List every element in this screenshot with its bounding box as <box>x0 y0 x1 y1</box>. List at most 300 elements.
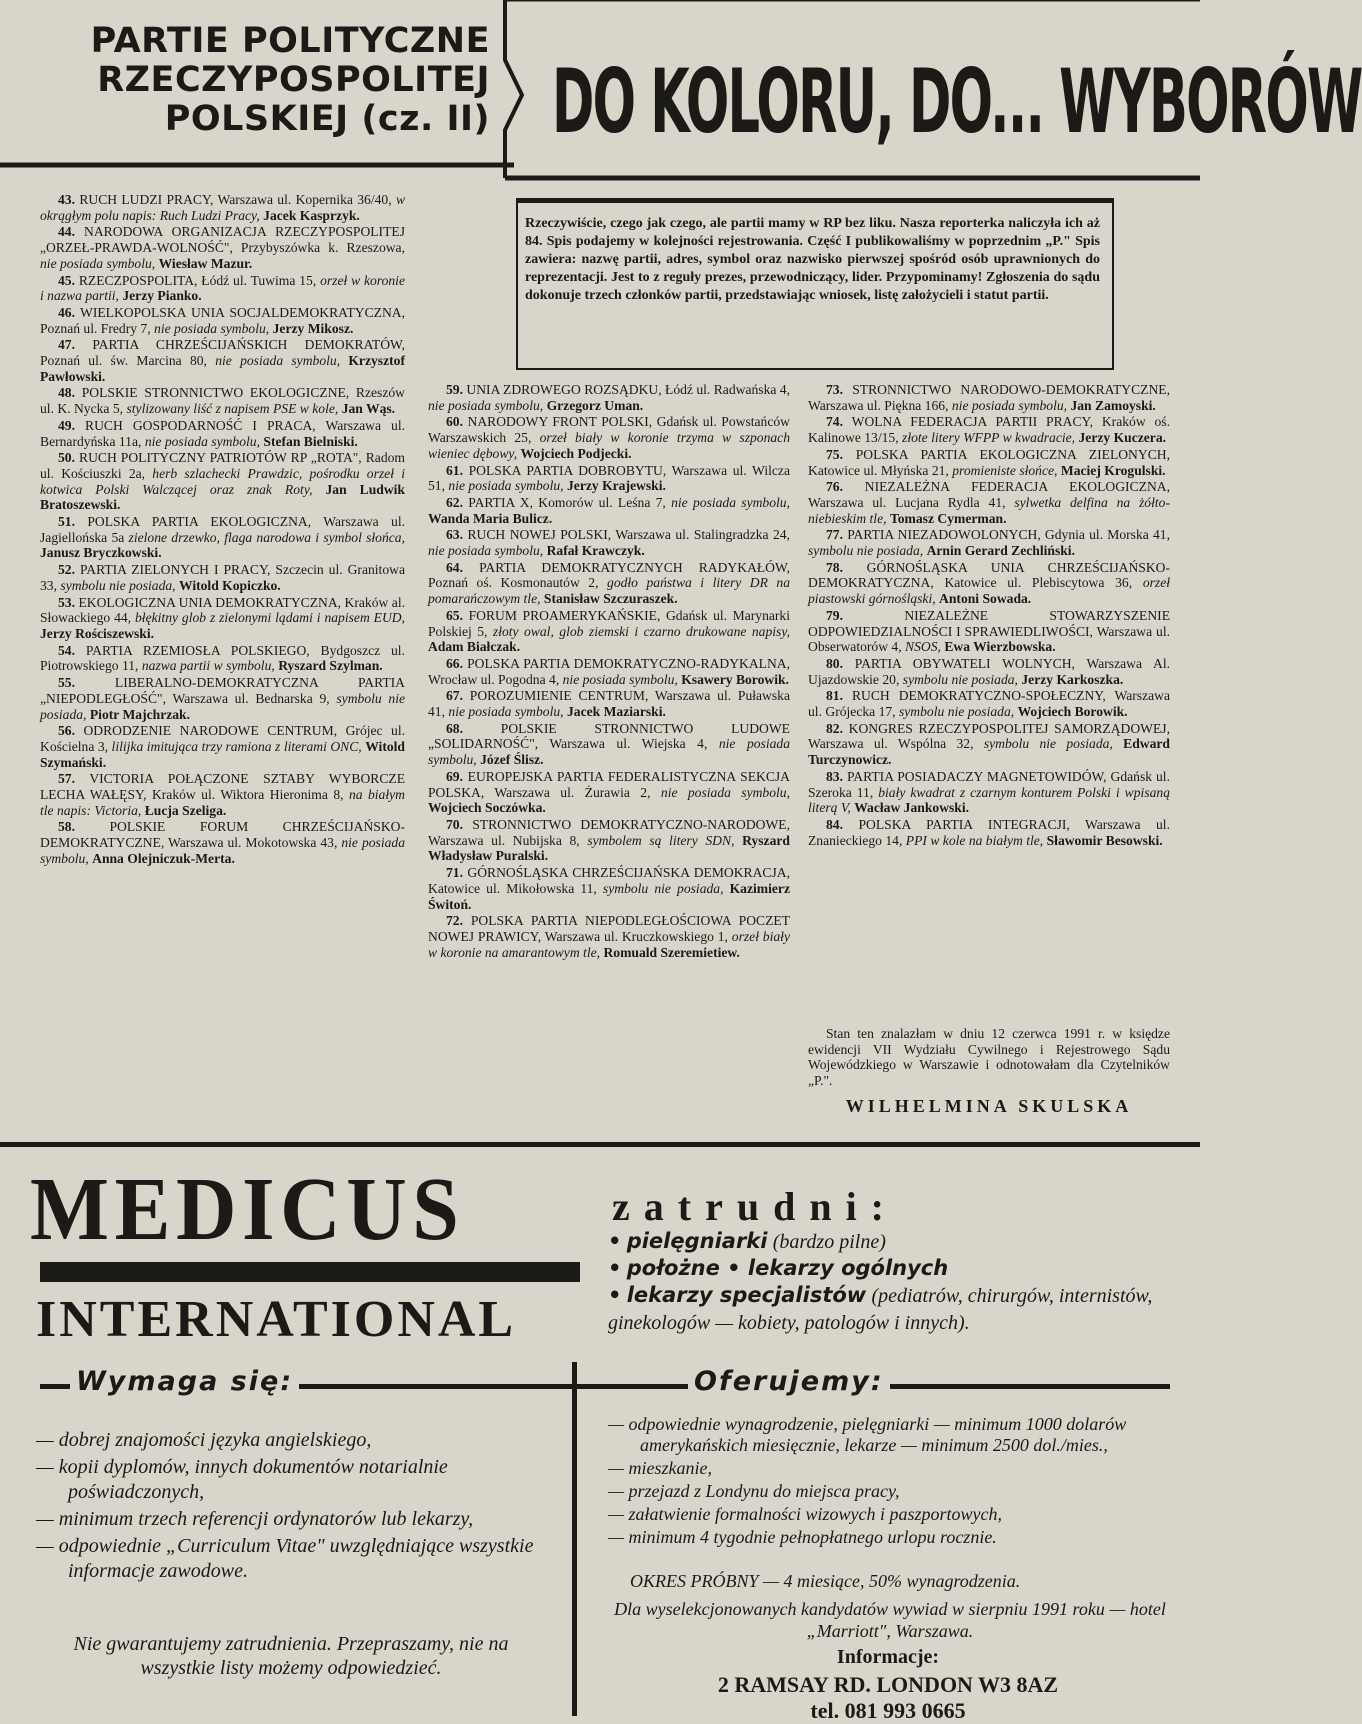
entry-number: 62. <box>446 494 463 510</box>
entry-number: 59. <box>446 382 463 397</box>
party-symbol: nie posiada symbolu, <box>671 494 790 510</box>
party-representative: Jacek Kasprzyk. <box>263 207 360 223</box>
party-symbol: godło państwa i litery DR na pomarańczowym tle, <box>428 575 790 607</box>
contact-address: 2 RAMSAY RD. LONDON W3 8AZ <box>717 1672 1059 1697</box>
party-representative: Witold Kopiczko. <box>178 577 281 593</box>
list-item: — przejazd z Londynu do miejsca pracy, <box>608 1481 900 1501</box>
offers-title: Oferujemy: <box>688 1366 890 1397</box>
party-list-column-2 <box>428 382 790 961</box>
entry-number: 55. <box>58 675 75 691</box>
job-item: • lekarzy specjalistów (pediatrów, chirurgów, internistów, ginekologów — kobiety, patologów i innych). <box>608 1283 1153 1334</box>
party-representative: Edward Turczynowicz. <box>808 736 1170 768</box>
party-symbol: symbolu nie posiada, <box>602 880 724 896</box>
party-address: Warszawa ul. Jagiellońska 5a <box>40 514 405 545</box>
party-entry <box>40 337 405 384</box>
entry-number: 75. <box>826 446 843 462</box>
title-line: RZECZYPOSPOLITEJ <box>97 60 490 100</box>
party-address: Warszawa Al. Ujazdowskie 20, <box>808 655 1170 687</box>
entry-number: 73. <box>826 382 843 397</box>
job-list <box>608 1228 1168 1336</box>
party-representative: Jerzy Kuczera. <box>1078 430 1167 446</box>
party-symbol: nie posiada symbolu, <box>40 835 405 866</box>
party-address: Radom ul. Kościuszki 2a, <box>40 450 405 481</box>
party-entry <box>428 865 790 912</box>
brand-bar <box>40 1262 580 1282</box>
party-name: WOLNA FEDERACJA PARTII PRACY, <box>851 414 1093 430</box>
party-symbol: sylwetka delfina na żółto-niebieskim tle, <box>808 494 1170 526</box>
party-representative: Stanisław Szczuraszek. <box>543 591 678 607</box>
party-address: Warszawa ul. Bernardyńska 11a, <box>40 417 405 449</box>
entry-number: 74. <box>826 414 843 430</box>
entry-number: 72. <box>446 913 463 929</box>
party-symbol: symbolem są litery SDN, <box>587 832 735 848</box>
list-item-text: mieszkanie, <box>628 1458 712 1478</box>
party-symbol: symbolu nie posiada, <box>40 690 405 722</box>
party-name: WIELKOPOLSKA UNIA SOCJALDEMOKRATYCZNA, <box>80 304 406 320</box>
party-representative: Wanda Maria Bulicz. <box>428 510 553 526</box>
party-address: Gdańsk ul. Szeroka 11, <box>808 768 1170 800</box>
party-address: Warszawa ul. Bednarska 9, <box>172 690 330 706</box>
list-item-text: odpowiednie „Curriculum Vitae" uwzględniające wszystkie informacje zawodowe. <box>58 1535 534 1582</box>
party-entry <box>808 608 1170 655</box>
party-entry <box>808 769 1170 816</box>
interview-info: Dla wyselekcjonowanych kandydatów wywiad w sierpniu 1991 roku — hotel „Marriott", Warszawa. <box>614 1599 1166 1641</box>
ad-brand-medicus: MEDICUS <box>30 1160 465 1259</box>
entry-number: 57. <box>58 771 75 787</box>
entry-number: 50. <box>58 450 75 466</box>
party-entry <box>428 414 790 461</box>
party-symbol: nie posiada symbolu, <box>154 320 270 336</box>
party-entry <box>40 273 405 304</box>
party-name: PARTIA DEMOKRATYCZNYCH RADYKAŁÓW, <box>479 559 790 575</box>
headline: DO KOLORU, DO... WYBORÓW <box>552 50 1362 153</box>
party-symbol: symbolu nie posiada, <box>60 577 176 593</box>
offers-list <box>608 1414 1168 1550</box>
list-item-text: minimum 4 tygodnie pełnopłatnego urlopu rocznie. <box>628 1527 997 1547</box>
party-symbol: na białym tle napis: Victoria, <box>40 787 405 818</box>
party-name: POLSKA PARTIA EKOLOGICZNA, <box>87 514 312 530</box>
party-address: Poznań ul. św. Marcina 80, <box>40 353 207 369</box>
party-symbol: nie posiada symbolu, <box>215 353 341 369</box>
party-entry <box>40 643 405 674</box>
party-symbol: symbolu nie posiada, <box>983 736 1113 752</box>
party-representative: Tomasz Cymerman. <box>889 510 1007 526</box>
party-name: ODRODZENIE NARODOWE CENTRUM, <box>83 723 338 739</box>
party-entry <box>40 305 405 336</box>
entry-number: 52. <box>58 562 75 578</box>
party-name: STRONNICTWO DEMOKRATYCZNO-NARODOWE, <box>472 816 790 832</box>
party-symbol: nie posiada symbolu, <box>144 433 260 449</box>
party-symbol: zielone drzewko, flaga narodowa i symbol słońca, <box>128 529 405 545</box>
party-symbol: nie posiada symbolu, <box>660 784 790 800</box>
party-name: POLSKIE STRONNICTWO EKOLOGICZNE, <box>81 385 350 401</box>
party-entry <box>428 913 790 960</box>
party-symbol: w okrągłym polu napis: Ruch Ludzi Pracy, <box>40 192 406 223</box>
party-entry <box>40 514 405 561</box>
party-name: POLSKA PARTIA NIEPODLEGŁOŚCIOWA POCZET NOWEJ PRAWICY, <box>428 913 790 944</box>
job-title: pielęgniarki <box>626 1229 768 1253</box>
party-name: EUROPEJSKA PARTIA FEDERALISTYCZNA SEKCJA POLSKA, <box>428 768 790 800</box>
party-representative: Ryszard Szylman. <box>278 658 383 674</box>
party-address: Komorów ul. Leśna 7, <box>538 494 666 510</box>
entry-number: 84. <box>826 816 843 832</box>
party-name: POROZUMIENIE CENTRUM, <box>469 688 649 704</box>
party-entry <box>428 688 790 719</box>
party-name: EKOLOGICZNA UNIA DEMOKRATYCZNA, <box>78 594 342 610</box>
entry-number: 66. <box>446 655 463 671</box>
party-address: Katowice ul. Mikołowska 11, <box>428 880 597 896</box>
list-item: — minimum 4 tygodnie pełnopłatnego urlopu rocznie. <box>608 1527 997 1547</box>
party-representative: Wojciech Soczówka. <box>428 800 546 816</box>
party-entry <box>808 721 1170 768</box>
contact-phone: tel. 081 993 0665 <box>810 1698 966 1723</box>
party-address: Warszawa ul. Mokotowska 43, <box>167 835 338 851</box>
party-address: Warszawa ul. Wiejska 4, <box>549 736 708 752</box>
job-title: lekarzy specjalistów <box>626 1283 867 1307</box>
ad-brand-international: INTERNATIONAL <box>36 1291 517 1348</box>
entry-number: 64. <box>446 559 463 575</box>
party-representative: Jerzy Rościszewski. <box>40 625 155 641</box>
party-symbol: nie posiada symbolu, <box>448 704 564 720</box>
party-entry <box>428 382 790 413</box>
title-line: PARTIE POLITYCZNE <box>90 21 490 61</box>
party-name: PARTIA CHRZEŚCIJAŃSKICH DEMOKRATÓW, <box>92 337 405 353</box>
job-item: • położne • lekarzy ogólnych <box>608 1256 949 1280</box>
entry-number: 58. <box>58 819 75 835</box>
party-entry <box>40 723 405 770</box>
party-symbol: błękitny glob z zielonymi lądami i napisem EUD, <box>135 610 405 626</box>
party-symbol: symbolu nie posiada, <box>898 704 1015 720</box>
party-symbol: nie posiada symbolu, <box>448 478 564 494</box>
party-address: Warszawa ul. Znanieckiego 14, <box>808 816 1170 848</box>
party-entry <box>808 817 1170 848</box>
party-name: GÓRNOŚLĄSKA UNIA CHRZEŚCIJAŃSKO-DEMOKRATYCZNA, <box>808 559 1170 591</box>
party-name: NARODOWY FRONT POLSKI, <box>467 414 653 430</box>
party-address: Warszawa ul. Piękna 166, <box>808 397 949 413</box>
party-representative: Wiesław Mazur. <box>158 255 253 271</box>
list-item-text: dobrej znajomości języka angielskiego, <box>58 1429 372 1451</box>
section-divider <box>0 1142 1200 1147</box>
party-entry <box>428 817 790 864</box>
author-signature: WILHELMINA SKULSKA <box>845 1096 1133 1116</box>
party-symbol: symbolu nie posiada, <box>902 671 1018 687</box>
party-name: VICTORIA POŁĄCZONE SZTABY WYBORCZE LECHA WAŁĘSY, <box>40 771 406 803</box>
party-symbol: orzeł w koronie i nazwa partii, <box>40 272 405 304</box>
closing-text: Stan ten znalazłam w dniu 12 czerwca 1991 r. w księdze ewidencji VII Wydziału Cywilnego i Rejestrowego Sądu Wojewódzkiego w Warszawie i odnotowałam dla Czytelników „P.". <box>808 1026 1170 1089</box>
party-name: UNIA ZDROWEGO ROZSĄDKU, <box>466 382 662 397</box>
party-entry <box>808 414 1170 445</box>
party-list-column-3 <box>808 382 1170 849</box>
party-entry <box>428 608 790 655</box>
entry-number: 53. <box>58 594 75 610</box>
intro-text: Rzeczywiście, czego jak czego, ale partii mamy w RP bez liku. Nasza reporterka naliczyła ich aż 84. Spis podajemy w kolejności rejestrowania. Część I publikowaliśmy w poprzednim „P." Spis zawiera: nazwę partii, adres, symbol oraz nazwisko pierwszej spośród osób uprawnionych do reprezentacji. Jest to z reguły prezes, przewodniczący, lider. Przypominamy! Zgłoszenia do sądu dokonuje trzech członków partii, przedstawiając wniosek, listę założycieli i statut partii. <box>525 216 1100 303</box>
party-address: Poznań ul. Fredry 7, <box>40 320 151 336</box>
party-entry <box>40 450 405 513</box>
party-address: Warszawa ul. Nubijska 8, <box>428 832 580 848</box>
party-symbol: nazwa partii w symbolu, <box>141 658 275 674</box>
entry-number: 63. <box>446 527 463 543</box>
party-name: LIBERALNO-DEMOKRATYCZNA PARTIA „NIEPODLEGŁOŚĆ", <box>40 675 405 706</box>
party-representative: Ryszard Władysław Puralski. <box>428 832 790 864</box>
party-entry <box>428 495 790 526</box>
party-name: POLSKA PARTIA EKOLOGICZNA ZIELONYCH, <box>855 446 1170 462</box>
party-name: RUCH DEMOKRATYCZNO-SPOŁECZNY, <box>851 688 1106 704</box>
entry-number: 76. <box>826 479 843 495</box>
party-name: FORUM PROAMERYKAŃSKIE, <box>468 607 661 623</box>
entry-number: 48. <box>58 385 75 401</box>
entry-number: 61. <box>446 462 463 478</box>
party-symbol: symbolu nie posiada, <box>808 543 924 559</box>
party-address: Szczecin ul. Granitowa 33, <box>40 562 405 593</box>
party-address: Katowice ul. Plebiscytowa 36, <box>944 575 1133 591</box>
ad-hiring: zatrudni: <box>612 1184 898 1229</box>
party-address: Poznań oś. Kosmonautów 2, <box>428 575 599 591</box>
party-representative: Adam Białczak. <box>428 639 521 655</box>
party-name: POLSKA PARTIA INTEGRACJI, <box>858 816 1070 832</box>
party-representative: Łucja Szeliga. <box>144 802 227 818</box>
party-symbol: orzeł biały w koronie na amarantowym tle, <box>428 928 790 960</box>
party-name: PARTIA POSIADACZY MAGNETOWIDÓW, <box>846 768 1107 784</box>
list-item: — mieszkanie, <box>608 1458 712 1478</box>
party-representative: Anna Olejniczuk-Merta. <box>92 850 235 866</box>
party-entry <box>808 382 1170 413</box>
party-symbol: biały kwadrat z czarnym konturem Polski i wpisaną literą V, <box>808 784 1170 816</box>
entry-number: 79. <box>826 607 843 623</box>
party-representative: Stefan Bielniski. <box>263 433 358 449</box>
entry-number: 43. <box>58 192 75 207</box>
party-symbol: złoty owal, glob ziemski i czarno drukowane napisy, <box>492 623 790 639</box>
party-name: NIEZALEŻNE STOWARZYSZENIE ODPOWIEDZIALNOŚCI I SPRAWIEDLIWOŚCI, <box>808 607 1170 639</box>
party-address: Kraków oś. Kalinowe 13/15, <box>808 414 1170 446</box>
party-address: Warszawa ul. Lucjana Rydla 41, <box>808 494 1006 510</box>
list-item: — minimum trzech referencji ordynatorów lub lekarzy, <box>36 1508 474 1530</box>
party-symbol: nie posiada symbolu, <box>562 671 678 687</box>
entry-number: 51. <box>58 514 75 530</box>
job-note: (bardzo pilne) <box>772 1231 886 1253</box>
party-representative: Jacek Maziarski. <box>566 704 666 720</box>
list-item-text: przejazd z Londynu do miejsca pracy, <box>628 1481 900 1501</box>
party-address: Wrocław ul. Pogodna 4, <box>428 671 560 687</box>
entry-number: 68. <box>446 720 463 736</box>
party-name: PARTIA NIEZADOWOLONYCH, <box>847 527 1041 543</box>
list-item: — załatwienie formalności wizowych i paszportowych, <box>608 1504 1003 1524</box>
list-item: — odpowiednie „Curriculum Vitae" uwzględniające wszystkie informacje zawodowe. <box>36 1535 534 1582</box>
ad-divider-vertical <box>572 1362 577 1716</box>
party-symbol: NSOS, <box>905 639 941 655</box>
requirements-title: Wymaga się: <box>70 1366 299 1397</box>
job-note: (pediatrów, chirurgów, internistów, ginekologów — kobiety, patologów i innych). <box>608 1285 1153 1334</box>
entry-number: 45. <box>58 272 75 288</box>
party-address: Warszawa ul. Puławska 41, <box>428 688 790 720</box>
party-address: Gdańsk ul. Marynarki Polskiej 5, <box>428 607 791 639</box>
party-entry <box>428 560 790 607</box>
list-item-text: odpowiednie wynagrodzenie, pielęgniarki — minimum 1000 dolarów amerykańskich miesięcznie, lekarze — minimum 2500 dol./mies., <box>628 1414 1127 1455</box>
party-name: PARTIA X, <box>468 494 534 510</box>
party-entry <box>40 771 405 818</box>
party-representative: Jerzy Krajewski. <box>566 478 666 494</box>
entry-number: 54. <box>58 642 75 658</box>
party-name: POLSKIE FORUM CHRZEŚCIJAŃSKO-DEMOKRATYCZNE, <box>40 819 405 851</box>
party-entry <box>428 527 790 558</box>
party-address: Rzeszów ul. K. Nycka 5, <box>40 385 405 417</box>
info-label: Informacje: <box>836 1646 940 1668</box>
party-representative: Romuald Szeremietiew. <box>603 944 740 960</box>
party-address: Kraków al. Słowackiego 44, <box>40 594 406 626</box>
party-name: RUCH POLITYCZNY PATRIOTÓW RP „ROTA", <box>79 450 362 466</box>
party-entry <box>808 527 1170 558</box>
party-name: RZECZPOSPOLITA, <box>78 272 198 288</box>
party-symbol: stylizowany liść z napisem PSE w kole, <box>126 401 339 417</box>
list-item: — kopii dyplomów, innych dokumentów notarialnie poświadczonych, <box>36 1456 448 1503</box>
entry-number: 44. <box>58 224 75 240</box>
party-address: Warszawa ul. Grójecka 17, <box>808 688 1170 720</box>
party-name: KONGRES RZECZYPOSPOLITEJ SAMORZĄDOWEJ, <box>848 720 1170 736</box>
party-representative: Witold Szymański. <box>40 738 405 770</box>
party-address: Kraków ul. Wiktora Hieronima 8, <box>151 787 344 803</box>
job-item: • pielęgniarki (bardzo pilne) <box>608 1229 886 1253</box>
entry-number: 60. <box>446 414 463 430</box>
requirements-list <box>36 1428 546 1586</box>
party-entry <box>428 656 790 687</box>
party-symbol: promieniste słońce, <box>952 462 1058 478</box>
party-address: Przybyszówka k. Rzeszowa, <box>240 240 405 256</box>
party-name: STRONNICTWO NARODOWO-DEMOKRATYCZNE, <box>852 382 1170 397</box>
party-representative: Jan Zamoyski. <box>1070 397 1156 413</box>
party-address: Warszawa ul. Wilcza 51, <box>428 462 790 494</box>
party-address: Grójec ul. Kościelna 3, <box>40 723 406 754</box>
party-entry <box>40 418 405 449</box>
party-representative: Maciej Krogulski. <box>1060 462 1166 478</box>
party-entry <box>808 688 1170 719</box>
party-entry <box>808 656 1170 687</box>
party-name: NIEZALEŻNA FEDERACJA EKOLOGICZNA, <box>864 479 1170 495</box>
entry-number: 69. <box>446 768 463 784</box>
party-entry <box>428 721 790 768</box>
party-name: POLSKA PARTIA DEMOKRATYCZNO-RADYKALNA, <box>467 655 790 671</box>
party-entry <box>808 447 1170 478</box>
party-representative: Grzegorz Uman. <box>546 397 644 413</box>
party-address: Gdynia ul. Morska 41, <box>1044 527 1170 543</box>
party-symbol: nie posiada symbolu, <box>428 543 544 559</box>
party-symbol: nie posiada symbolu, <box>40 255 156 271</box>
title-line: POLSKIEJ (cz. II) <box>164 99 490 139</box>
party-representative: Antoni Sowada. <box>939 591 1032 607</box>
trial-period: OKRES PRÓBNY — 4 miesiące, 50% wynagrodzenia. <box>630 1571 1021 1591</box>
party-name: PARTIA OBYWATELI WOLNYCH, <box>854 655 1075 671</box>
list-item: — odpowiednie wynagrodzenie, pielęgniarki — minimum 1000 dolarów amerykańskich miesięcznie, lekarze — minimum 2500 dol./mies., <box>608 1414 1127 1455</box>
party-entry <box>40 385 405 416</box>
party-symbol: orzeł biały w koronie trzyma w szponach wieniec dębowy, <box>428 430 791 461</box>
party-address: Łódź ul. Tuwima 15, <box>201 272 317 288</box>
entry-number: 47. <box>58 337 75 353</box>
party-representative: Wojciech Borowik. <box>1017 704 1128 720</box>
party-list-column-1 <box>40 192 405 868</box>
party-address: Warszawa ul. Wspólna 32, <box>808 736 974 752</box>
party-representative: Jerzy Mikosz. <box>272 320 354 336</box>
party-representative: Jerzy Karkoszka. <box>1021 671 1124 687</box>
party-representative: Kazimierz Świtoń. <box>428 880 790 912</box>
party-entry <box>40 224 405 271</box>
disclaimer: Nie gwarantujemy zatrudnienia. Przepraszamy, nie na wszystkie listy możemy odpowiedzieć. <box>73 1633 509 1679</box>
party-address: Warszawa ul. Obserwatorów 4, <box>808 623 1170 655</box>
entry-number: 65. <box>446 607 463 623</box>
list-item-text: załatwienie formalności wizowych i paszportowych, <box>628 1504 1003 1524</box>
party-name: POLSKA PARTIA DOBROBYTU, <box>468 462 667 478</box>
party-symbol: orzeł piastowski górnośląski, <box>808 575 1170 607</box>
party-entry <box>40 192 405 223</box>
party-entry <box>40 819 405 866</box>
list-item-text: minimum trzech referencji ordynatorów lub lekarzy, <box>58 1508 474 1530</box>
party-name: PARTIA RZEMIOSŁA POLSKIEGO, <box>85 642 310 658</box>
party-name: RUCH GOSPODARNOŚĆ I PRACA, <box>85 417 316 433</box>
party-address: Gdańsk ul. Powstańców Warszawskich 25, <box>428 414 790 446</box>
party-entry <box>428 463 790 494</box>
entry-number: 70. <box>446 816 463 832</box>
closing-note <box>808 1026 1170 1090</box>
party-representative: Janusz Bryczkowski. <box>40 545 162 561</box>
party-representative: Rafał Krawczyk. <box>546 543 645 559</box>
party-symbol: złote litery WFPP w kwadracie, <box>902 430 1076 446</box>
entry-number: 81. <box>826 688 843 704</box>
party-representative: Ksawery Borowik. <box>681 671 789 687</box>
party-symbol: nie posiada symbolu, <box>951 397 1068 413</box>
party-name: RUCH LUDZI PRACY, <box>79 192 214 207</box>
party-address: Łódź ul. Radwańska 4, <box>665 382 790 397</box>
list-item-text: kopii dyplomów, innych dokumentów notarialnie poświadczonych, <box>58 1456 448 1503</box>
entry-number: 67. <box>446 688 463 704</box>
party-name: RUCH NOWEJ POLSKI, <box>467 527 612 543</box>
party-name: PARTIA ZIELONYCH I PRACY, <box>79 562 271 578</box>
party-address: Warszawa ul. Żurawia 2, <box>494 784 651 800</box>
party-representative: Sławomir Besowski. <box>1046 832 1163 848</box>
party-representative: Józef Ślisz. <box>480 752 544 768</box>
party-address: Warszawa ul. Kopernika 36/40, <box>217 192 392 207</box>
party-name: GÓRNOŚLĄSKA CHRZEŚCIJAŃSKA DEMOKRACJA, <box>467 865 790 881</box>
party-representative: Jan Ludwik Bratoszewski. <box>40 481 405 513</box>
party-representative: Arnin Gerard Zechliński. <box>926 543 1075 559</box>
entry-number: 80. <box>826 655 843 671</box>
party-representative: Wojciech Podjecki. <box>520 445 632 461</box>
entry-number: 56. <box>58 723 75 739</box>
party-representative: Jerzy Pianko. <box>122 288 202 304</box>
party-representative: Wacław Jankowski. <box>854 800 970 816</box>
party-symbol: herb szlachecki Prawdzic, pośrodku orzeł i kotwica Polski Walczącej oraz znak Roty, <box>40 465 405 497</box>
entry-number: 49. <box>58 417 75 433</box>
entry-number: 78. <box>826 559 843 575</box>
job-title: położne • lekarzy ogólnych <box>626 1256 949 1280</box>
entry-number: 82. <box>826 720 843 736</box>
party-entry <box>40 595 405 642</box>
party-entry <box>40 562 405 593</box>
party-address: Bydgoszcz ul. Piotrowskiego 11, <box>40 642 405 674</box>
party-name: NARODOWA ORGANIZACJA RZECZYPOSPOLITEJ „ORZEŁ-PRAWDA-WOLNOŚĆ", <box>40 224 405 256</box>
party-entry <box>808 560 1170 607</box>
party-representative: Krzysztof Pawłowski. <box>40 353 405 384</box>
party-address: Katowice ul. Młyńska 21, <box>808 462 949 478</box>
list-item: — dobrej znajomości języka angielskiego, <box>36 1429 372 1451</box>
party-name: POLSKIE STRONNICTWO LUDOWE „SOLIDARNOŚĆ", <box>428 720 790 752</box>
entry-number: 83. <box>826 768 843 784</box>
party-symbol: PPI w kole na białym tle, <box>905 832 1044 848</box>
entry-number: 46. <box>58 304 75 320</box>
party-symbol: nie posiada symbolu, <box>428 736 790 768</box>
party-representative: Ewa Wierzbowska. <box>944 639 1056 655</box>
entry-number: 77. <box>826 527 843 543</box>
party-symbol: nie posiada symbolu, <box>428 397 544 413</box>
party-representative: Piotr Majchrzak. <box>89 706 191 722</box>
party-address: Warszawa ul. Kruczkowskiego 1, <box>544 928 728 944</box>
party-address: Warszawa ul. Stalingradzka 24, <box>615 527 791 543</box>
